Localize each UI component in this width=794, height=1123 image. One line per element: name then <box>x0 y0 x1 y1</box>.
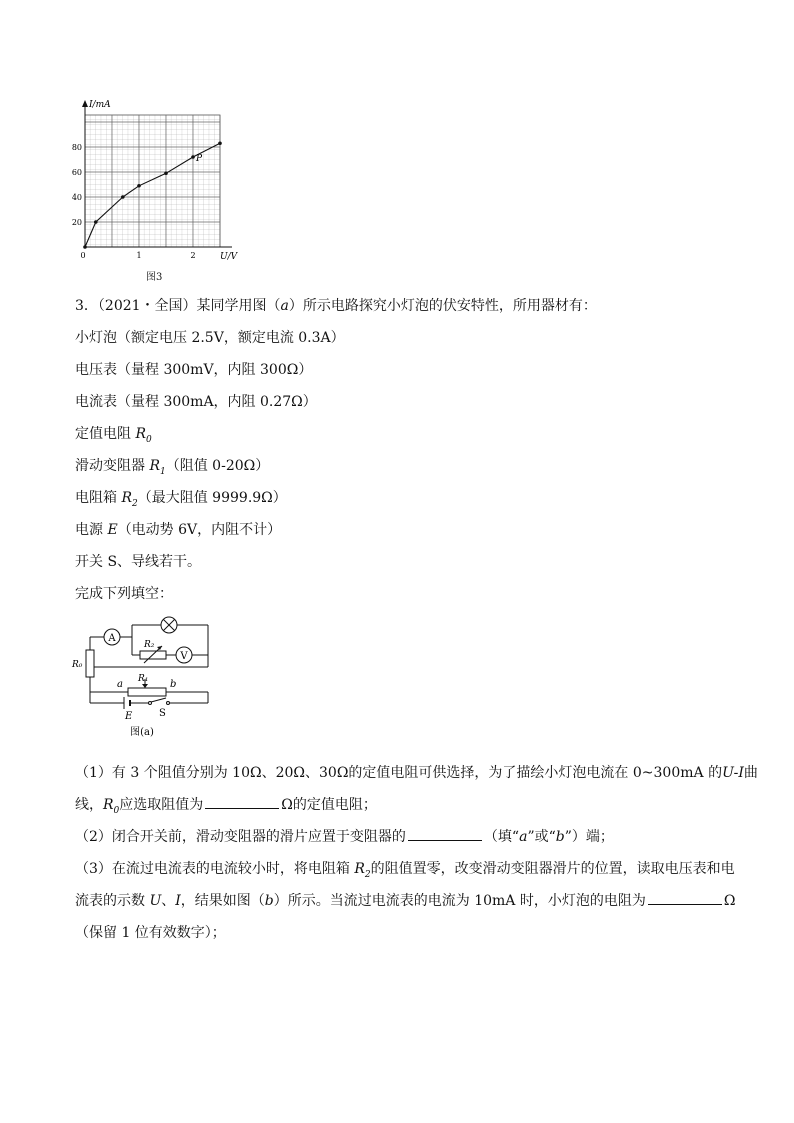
x-tick-1: 1 <box>136 251 142 260</box>
part-1-line-1: （1）有 3 个阻值分别为 10Ω、20Ω、30Ω的定值电阻可供选择，为了描绘小灯泡电流在 0~300mA 的U-I曲 <box>75 765 758 781</box>
switch-label: S <box>159 708 166 719</box>
x-axis-label: U/V <box>220 252 238 262</box>
grid-background <box>85 115 220 247</box>
r0-resistor <box>86 650 94 677</box>
item-switch: 开关 S、导线若干。 <box>75 554 202 570</box>
r2-label: R₂ <box>144 640 155 650</box>
terminal-a-label: a <box>117 679 123 690</box>
answer-blank-2[interactable] <box>408 828 482 841</box>
iu-graph <box>60 95 260 285</box>
y-tick-80: 80 <box>71 143 82 152</box>
r0-label: R₀ <box>72 660 83 670</box>
graph-caption: 图3 <box>146 272 163 283</box>
data-point <box>164 171 168 175</box>
data-point <box>121 195 125 199</box>
y-tick-60: 60 <box>71 168 82 177</box>
part-1-line-2: 线，$R_0$应选取阻值为 Ω的定值电阻； <box>75 797 377 816</box>
data-point <box>191 155 195 159</box>
circuit-caption: 图(a) <box>130 727 154 738</box>
point-p-label: P <box>196 154 203 164</box>
item-voltmeter: 电压表（量程 300mV，内阻 300Ω） <box>75 362 313 378</box>
terminal-b-label: b <box>170 679 177 690</box>
item-bulb: 小灯泡（额定电压 2.5V，额定电流 0.3A） <box>75 330 345 346</box>
question-header: 3．（2021・全国）某同学用图（a）所示电路探究小灯泡的伏安特性，所用器材有： <box>75 298 597 314</box>
y-axis-label: I/mA <box>89 100 111 110</box>
voltmeter-label: V <box>180 651 188 662</box>
y-tick-40: 40 <box>71 193 82 202</box>
instruction: 完成下列填空： <box>75 586 173 602</box>
item-source: 电源 E（电动势 6V，内阻不计） <box>75 522 282 538</box>
battery-label: E <box>125 711 133 722</box>
data-point <box>83 245 87 249</box>
origin-label: 0 <box>80 251 86 260</box>
part-3-line-2: 流表的示数 U、I，结果如图（b）所示。当流过电流表的电流为 10mA 时，小灯泡的电阻为 Ω <box>75 893 736 909</box>
part-2: （2）闭合开关前，滑动变阻器的滑片应置于变阻器的 （填“a”或“b”）端； <box>75 829 614 845</box>
item-r0: 定值电阻 $R_0$ <box>75 426 152 445</box>
y-tick-20: 20 <box>71 218 82 227</box>
data-point <box>94 220 98 224</box>
r1-label: R₁ <box>138 674 149 684</box>
item-r2: 电阻箱 $R_2$（最大阻值 9999.9Ω） <box>75 490 287 509</box>
answer-blank-1[interactable] <box>205 796 279 809</box>
item-r1: 滑动变阻器 $R_1$（阻值 0-20Ω） <box>75 458 270 477</box>
part-3-line-1: （3）在流过电流表的电流较小时，将电阻箱 $R_2$的阻值置零，改变滑动变阻器滑片的位置，读取电压表和电 <box>75 861 735 880</box>
part-3-line-3: （保留 1 位有效数字）； <box>75 925 226 941</box>
data-point <box>137 184 141 188</box>
circuit-diagram <box>70 615 220 740</box>
answer-blank-3[interactable] <box>648 892 722 905</box>
item-ammeter: 电流表（量程 300mA，内阻 0.27Ω） <box>75 394 317 410</box>
data-point <box>218 141 222 145</box>
switch-lever <box>151 698 166 702</box>
x-tick-2: 2 <box>190 251 196 260</box>
r1-rheostat <box>128 688 166 696</box>
ammeter-label: A <box>108 633 116 644</box>
y-axis-arrow <box>82 100 88 107</box>
